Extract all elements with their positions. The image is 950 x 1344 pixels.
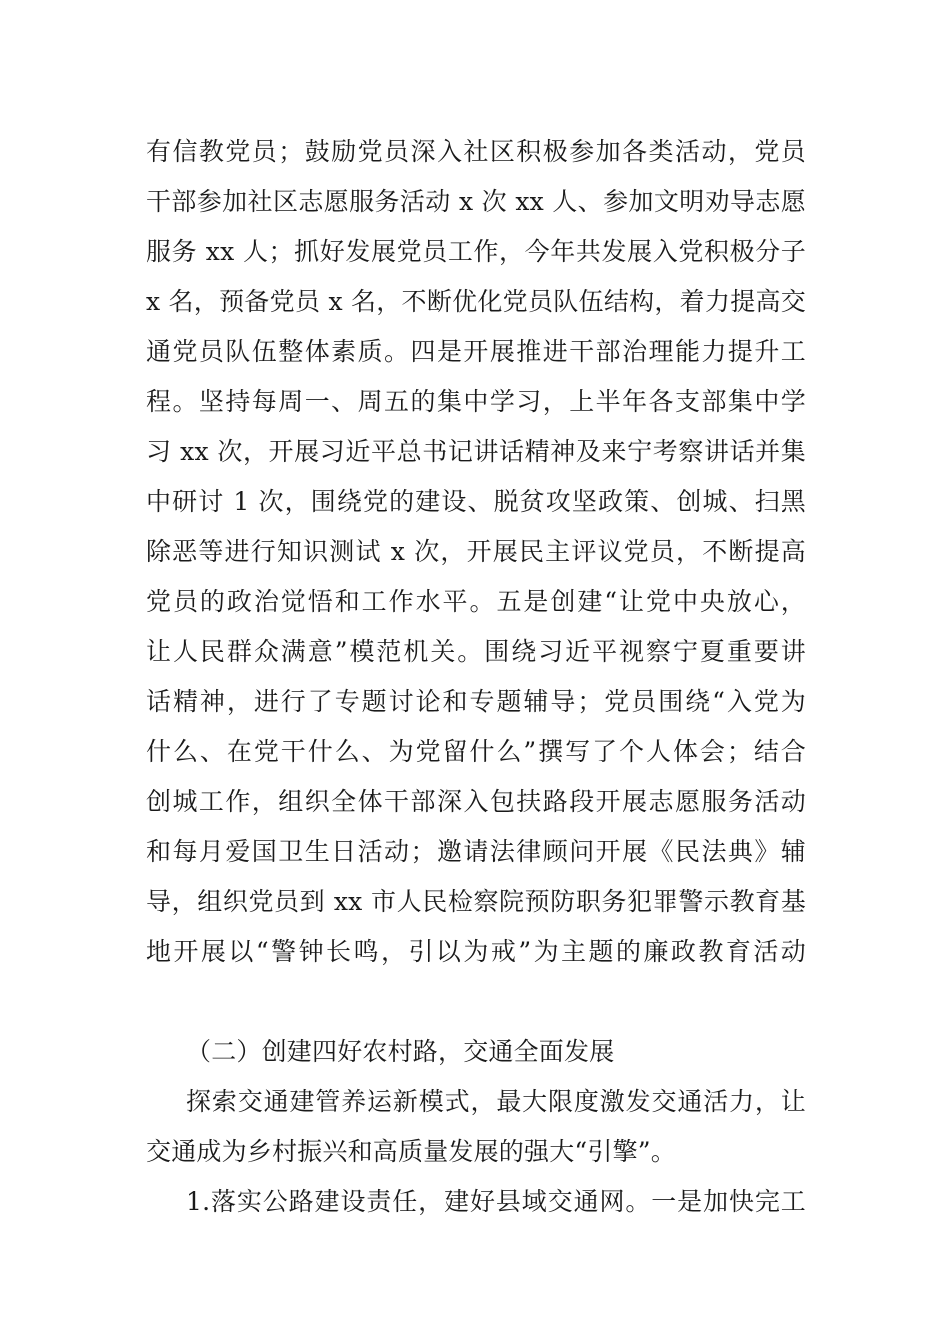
text-line: 话精神，进行了专题讨论和专题辅导；党员围绕“入党为	[146, 687, 806, 716]
text-line: 中研讨 1 次，围绕党的建设、脱贫攻坚政策、创城、扫黑	[146, 487, 806, 516]
text-line: 什么、在党干什么、为党留什么”撰写了个人体会；结合	[146, 737, 806, 766]
text-line: 程。坚持每周一、周五的集中学习，上半年各支部集中学	[146, 387, 806, 416]
text-line: 有信教党员；鼓励党员深入社区积极参加各类活动，党员	[146, 137, 806, 166]
section-heading: （二）创建四好农村路，交通全面发展	[186, 1037, 615, 1066]
text-line: 习 xx 次，开展习近平总书记讲话精神及来宁考察讲话并集	[146, 437, 806, 466]
text-line: 地开展以“警钟长鸣，引以为戒”为主题的廉政教育活动	[146, 937, 806, 966]
text-line: 通党员队伍整体素质。四是开展推进干部治理能力提升工	[146, 337, 806, 366]
text-line: 导，组织党员到 xx 市人民检察院预防职务犯罪警示教育基	[146, 887, 806, 916]
text-line: x 名，预备党员 x 名，不断优化党员队伍结构，着力提高交	[146, 287, 806, 316]
text-line: 除恶等进行知识测试 x 次，开展民主评议党员，不断提高	[146, 537, 806, 566]
text-line: 服务 xx 人；抓好发展党员工作，今年共发展入党积极分子	[146, 237, 806, 266]
text-line: 党员的政治觉悟和工作水平。五是创建“让党中央放心，	[146, 587, 806, 616]
text-line: 交通成为乡村振兴和高质量发展的强大“引擎”。	[146, 1137, 676, 1166]
text-line: 1.落实公路建设责任，建好县域交通网。一是加快完工	[186, 1187, 806, 1216]
text-line: 和每月爱国卫生日活动；邀请法律顾问开展《民法典》辅	[146, 837, 806, 866]
text-line: 探索交通建管养运新模式，最大限度激发交通活力，让	[186, 1087, 806, 1116]
text-line: 让人民群众满意”模范机关。围绕习近平视察宁夏重要讲	[146, 637, 806, 666]
text-line: 创城工作，组织全体干部深入包扶路段开展志愿服务活动	[146, 787, 806, 816]
text-line: 干部参加社区志愿服务活动 x 次 xx 人、参加文明劝导志愿	[146, 187, 806, 216]
